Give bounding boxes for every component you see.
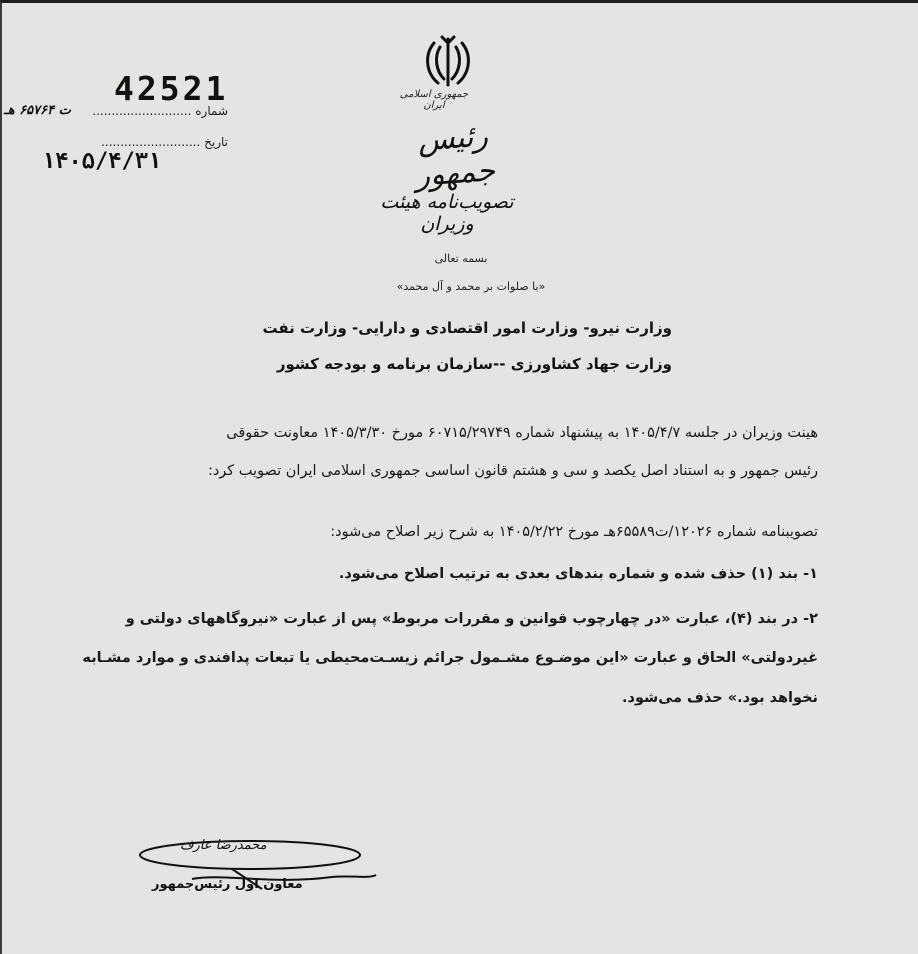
- paragraph-2-line-1: تصویبنامه شماره ۱۲۰۲۶/ت۶۵۵۸۹هـ مورخ ۱۴۰۵/۲/۲۲ به شرح زیر اصلاح می‌شود:: [330, 524, 818, 540]
- number-dots: ..........................: [92, 104, 192, 118]
- country-script: جمهوری اسلامی ایران: [399, 89, 469, 111]
- reference-value: ت ۶۵۷۶۴ هـ: [4, 103, 71, 118]
- letter-number-value: 42521: [114, 69, 229, 108]
- date-dots: ..........................: [101, 135, 201, 149]
- date-value: ۱۴۰۵/۴/۳۱: [42, 149, 162, 174]
- signatory-title: معاون اول رئیس‌جمهور: [152, 877, 303, 892]
- date-label: تاریخ: [204, 135, 228, 149]
- emblem-of-iran-icon: [420, 33, 476, 91]
- paragraph-1-line-1: هینت وزیران در جلسه ۱۴۰۵/۴/۷ به پیشنهاد شماره ۶۰۷۱۵/۲۹۷۴۹ مورخ ۱۴۰۵/۳/۳۰ معاونت حقوقی: [226, 425, 818, 441]
- signatory-name: محمدرضا عارف: [180, 838, 267, 853]
- salawat: «با صلوات بر محمد و آل محمد»: [396, 280, 546, 293]
- bismillah: بسمه تعالی: [434, 252, 488, 265]
- date-field: [101, 135, 228, 149]
- item-2-line-2: غیردولتی» الحاق و عبارت «این موضـوع مشـمول جرائم زیسـت‌محیطی یا تبعات پدافندی و موارد مشـابه: [82, 650, 818, 666]
- addressee-line-2: وزارت جهاد کشاورزی --سازمان برنامه و بودجه کشور: [276, 355, 672, 373]
- cabinet-script: تصویب‌نامه هیئت وزیران: [380, 191, 514, 235]
- number-label: شماره: [195, 104, 228, 118]
- item-2-line-3: نخواهد بود.» حذف می‌شود.: [622, 690, 818, 706]
- paragraph-1-line-2: رئیس جمهور و به استناد اصل یکصد و سی و هشتم قانون اساسی جمهوری اسلامی ایران تصویب کرد:: [207, 463, 818, 479]
- item-2-line-1: ۲- در بند (۴)، عبارت «در چهارچوب قوانین و مقررات مربوط» پس از عبارت «نیروگاههای دولتی و: [125, 611, 818, 627]
- president-script: رئیس جمهور: [414, 118, 497, 194]
- number-field: [92, 104, 228, 118]
- addressee-line-1: وزارت نیرو- وزارت امور اقتصادی و دارایی- وزارت نفت: [262, 319, 672, 337]
- item-1: ۱- بند (۱) حذف شده و شماره بندهای بعدی به ترتیب اصلاح می‌شود.: [338, 566, 818, 582]
